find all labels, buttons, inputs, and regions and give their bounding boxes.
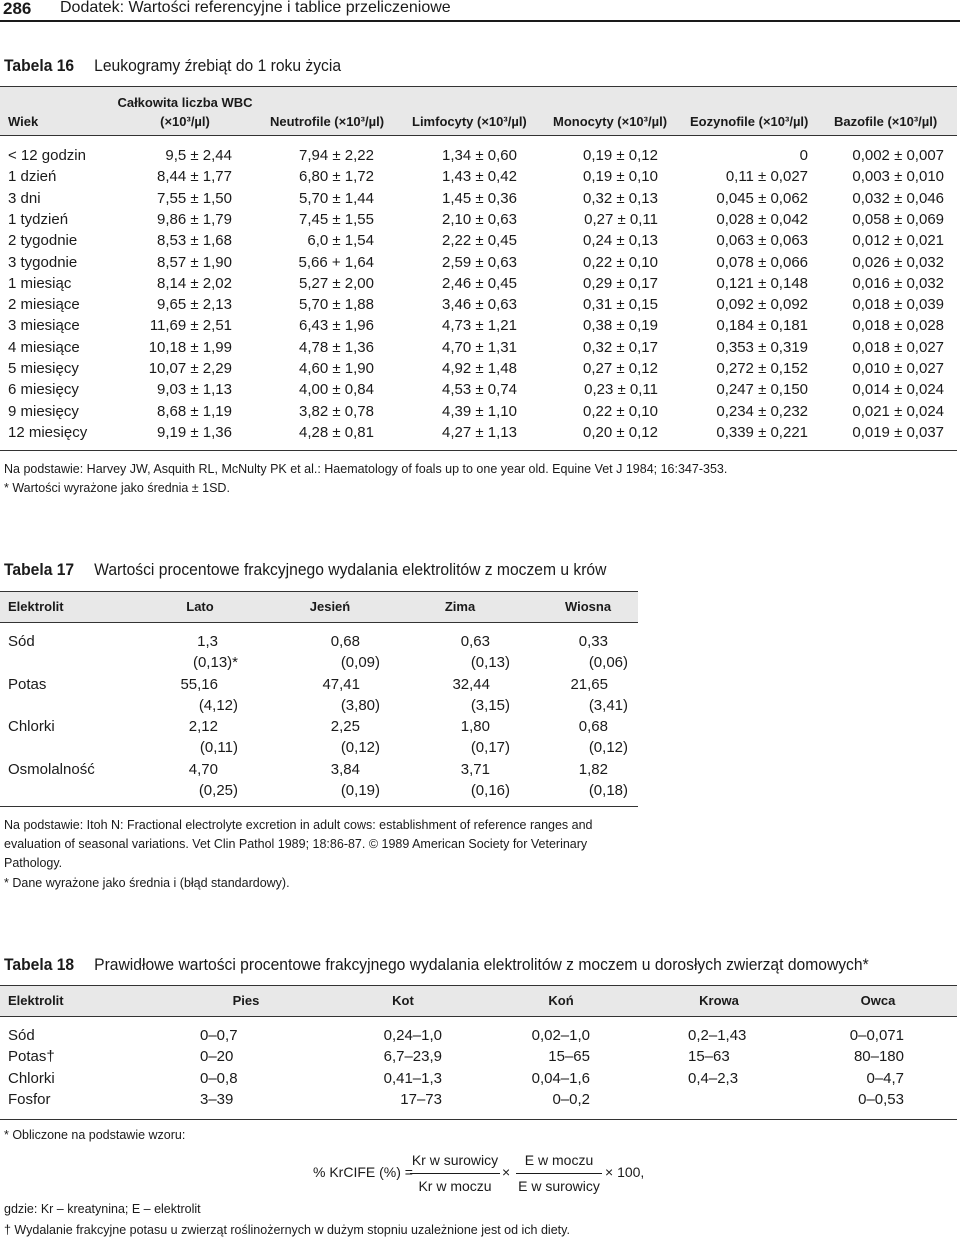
table-cell: 0,32 ± 0,13 [583, 189, 658, 207]
table-cell: 0,184 ± 0,181 [716, 317, 808, 335]
table-cell: 3–39 [200, 1090, 234, 1108]
table17-header-summer: Lato [186, 599, 214, 614]
table18-header-electrolyte: Elektrolit [8, 993, 64, 1008]
table-cell: 0,012 ± 0,021 [852, 232, 944, 250]
table-cell: 0–4,7 [866, 1069, 904, 1087]
table-cell-value: 32,44 [452, 675, 490, 693]
table-cell: 4,70 ± 1,31 [442, 338, 517, 356]
row-label: 1 dzień [8, 168, 57, 186]
table-cell: 0–0,7 [200, 1027, 238, 1044]
table16-bottom-rule [0, 450, 957, 451]
table-cell: 0,092 ± 0,092 [716, 296, 808, 314]
table-cell: 7,55 ± 1,50 [157, 189, 232, 207]
table-cell-value: 1,82 [578, 761, 608, 779]
row-label: Potas† [8, 1048, 55, 1066]
formula-intro: * Obliczone na podstawie wzoru: [4, 1128, 186, 1142]
row-label: 4 miesiące [8, 338, 80, 356]
table-cell: 1,45 ± 0,36 [442, 189, 517, 207]
table-cell-error: (0,12) [588, 739, 628, 757]
table-cell: 0,045 ± 0,062 [716, 189, 808, 207]
row-label: Sód [8, 1027, 35, 1044]
row-label: Sód [8, 633, 35, 650]
table-cell: 0,24–1,0 [383, 1027, 442, 1044]
table-cell-value: 4,70 [188, 761, 218, 779]
table-cell-error: (0,13)* [192, 654, 238, 671]
formula-lhs: % KrCIFE (%) = [313, 1164, 413, 1180]
table16-header-wbc: Całkowita liczba WBC [117, 95, 253, 110]
table-cell: 8,68 ± 1,19 [157, 402, 232, 420]
table-cell: 9,03 ± 1,13 [157, 381, 232, 399]
table-cell: 6,7–23,9 [383, 1048, 442, 1066]
table16-header-basophils: Bazofile (×10³/µl) [834, 114, 938, 129]
formula-numerator-1: Kr w surowicy [411, 1152, 499, 1168]
table-cell-error: (3,80) [340, 696, 380, 714]
table-cell: 0–20 [200, 1048, 234, 1066]
formula-numerator-2: E w moczu [524, 1152, 594, 1168]
table-cell: 0,014 ± 0,024 [852, 381, 944, 399]
formula-bar-2 [516, 1173, 602, 1174]
table-cell: 0,02–1,0 [531, 1027, 590, 1044]
table-cell: 0,31 ± 0,15 [583, 296, 658, 314]
row-label: 3 tygodnie [8, 253, 78, 271]
table-cell: 9,86 ± 1,79 [157, 210, 232, 228]
table-cell: 5,66 + 1,64 [298, 253, 374, 271]
table-cell-error: (3,41) [588, 696, 628, 714]
table-cell: 2,10 ± 0,63 [442, 210, 517, 228]
table17-header-spring: Wiosna [564, 599, 612, 614]
table-cell: 17–73 [400, 1090, 442, 1108]
table-cell: 0,010 ± 0,027 [852, 360, 944, 377]
header-rule [0, 20, 960, 22]
table-cell: 0,04–1,6 [531, 1069, 590, 1087]
table-cell: 15–65 [548, 1048, 590, 1066]
table-cell: 15–63 [688, 1048, 730, 1066]
table-cell: 0,27 ± 0,12 [583, 360, 658, 377]
table-cell: 6,80 ± 1,72 [299, 168, 374, 186]
row-label: < 12 godzin [8, 147, 86, 164]
table-cell: 4,73 ± 1,21 [442, 317, 517, 335]
table16-title: Leukogramy źrebiąt do 1 roku życia [94, 56, 342, 75]
table16-header-age: Wiek [8, 114, 39, 129]
table-cell: 5,27 ± 2,00 [299, 274, 374, 292]
table-cell: 4,92 ± 1,48 [442, 360, 517, 377]
table-cell: 0,019 ± 0,037 [852, 423, 944, 441]
table-cell: 0,003 ± 0,010 [852, 168, 944, 186]
table-cell-error: (0,09) [340, 654, 380, 671]
table-cell: 0,018 ± 0,027 [852, 338, 944, 356]
table-cell: 4,27 ± 1,13 [442, 423, 517, 441]
table-cell-error: (0,06) [588, 654, 628, 671]
table-cell: 0,339 ± 0,221 [716, 423, 808, 441]
table-cell: 4,60 ± 1,90 [299, 360, 374, 377]
table-cell: 0,058 ± 0,069 [852, 210, 944, 228]
table-cell: 4,39 ± 1,10 [442, 402, 517, 420]
table-cell: 0,234 ± 0,232 [716, 402, 808, 420]
table18-header-dog: Pies [232, 993, 260, 1008]
table-cell-value: 3,71 [460, 761, 490, 779]
table-cell-value: 0,63 [460, 633, 490, 650]
table-cell: 0,29 ± 0,17 [583, 274, 658, 292]
table-cell: 0,41–1,3 [383, 1069, 442, 1087]
table-cell: 0,27 ± 0,11 [584, 210, 658, 228]
table-cell-error: (0,25) [198, 782, 238, 800]
running-title: Dodatek: Wartości referencyjne i tablice przeliczeniowe [60, 0, 451, 16]
table-cell-error: (0,12) [340, 739, 380, 757]
table-cell-value: 55,16 [180, 675, 218, 693]
formula-times-2: × 100, [605, 1164, 645, 1180]
table-cell: 4,53 ± 0,74 [442, 381, 517, 399]
table-cell: 0–0,2 [552, 1090, 590, 1108]
table-cell: 0,016 ± 0,032 [852, 274, 944, 292]
table-cell: 0,22 ± 0,10 [583, 253, 658, 271]
row-label: Chlorki [8, 1069, 55, 1087]
table-cell: 5,70 ± 1,44 [299, 189, 374, 207]
row-label: 6 miesięcy [8, 381, 79, 399]
table-cell: 2,22 ± 0,45 [442, 232, 517, 250]
table-cell: 0,002 ± 0,007 [852, 147, 944, 164]
table16-header-monocytes: Monocyty (×10³/µl) [553, 114, 668, 129]
table18-title: Prawidłowe wartości procentowe frakcyjnego wydalania elektrolitów z moczem u dorosłych zwierząt domowych* [94, 955, 869, 974]
table-cell-value: 2,25 [330, 718, 360, 736]
table-cell: 0,11 ± 0,027 [725, 168, 808, 186]
formula-denominator-1: Kr w moczu [418, 1178, 492, 1194]
table-cell-value: 0,68 [578, 718, 608, 736]
table-cell-value: 1,3 [197, 633, 218, 650]
table18-bottom-rule [0, 1119, 957, 1120]
row-label: 2 tygodnie [8, 232, 78, 250]
table-cell-value: 0,33 [578, 633, 608, 650]
table-cell-error: (0,19) [340, 782, 380, 800]
table-cell: 0,38 ± 0,19 [583, 317, 658, 335]
table-cell: 0,063 ± 0,063 [716, 232, 808, 250]
table-cell-error: (0,13) [470, 654, 510, 671]
table-cell: 0,018 ± 0,039 [852, 296, 944, 314]
formula-times-1: × [502, 1164, 511, 1180]
row-label: Potas [8, 675, 47, 693]
row-label: 1 miesiąc [8, 274, 72, 292]
table-cell: 0,24 ± 0,13 [583, 232, 658, 250]
table-cell-error: (3,15) [470, 696, 510, 714]
table-cell: 0,121 ± 0,148 [716, 274, 808, 292]
table-cell: 0,4–2,3 [688, 1069, 739, 1087]
table-cell: 9,5 ± 2,44 [165, 147, 232, 164]
table-cell: 8,44 ± 1,77 [157, 168, 232, 186]
table-cell-error: (0,17) [470, 739, 510, 757]
table16-label: Tabela 16 [4, 56, 75, 75]
table-cell: 0,078 ± 0,066 [716, 253, 808, 271]
table-cell: 0,19 ± 0,10 [583, 168, 658, 186]
table-cell-value: 1,80 [460, 718, 490, 736]
table-cell: 0–0,071 [849, 1027, 904, 1044]
table-cell: 0,028 ± 0,042 [716, 210, 808, 228]
table-cell-value: 47,41 [322, 675, 360, 693]
page-number: 286 [3, 0, 32, 18]
table16-header-lymphocytes: Limfocyty (×10³/µl) [412, 114, 527, 129]
table-cell: 10,07 ± 2,29 [148, 360, 232, 377]
table-cell: 0,22 ± 0,10 [583, 402, 658, 420]
table17-label: Tabela 17 [4, 560, 75, 579]
table18-label: Tabela 18 [4, 955, 75, 974]
table18-footnote: † Wydalanie frakcyjne potasu u zwierząt roślinożernych w dużym stopniu uzależnione jest od ich diety. [4, 1223, 570, 1237]
table18-header-horse: Koń [548, 993, 574, 1008]
page-header [0, 0, 960, 20]
table-cell: 8,14 ± 2,02 [157, 274, 232, 292]
formula-bar-1 [410, 1173, 500, 1174]
table-cell: 0,32 ± 0,17 [583, 338, 658, 356]
table-cell: 6,43 ± 1,96 [299, 317, 374, 335]
table-cell: 2,59 ± 0,63 [442, 253, 517, 271]
table17-bottom-rule [0, 806, 638, 807]
table16-header-neutrophils: Neutrofile (×10³/µl) [270, 114, 385, 129]
table-cell: 0,018 ± 0,028 [852, 317, 944, 335]
table17-header-winter: Zima [444, 599, 476, 614]
table-cell: 0,23 ± 0,11 [584, 381, 658, 399]
row-label: Fosfor [8, 1090, 51, 1108]
table-cell: 0,021 ± 0,024 [852, 402, 944, 420]
table-cell: 5,70 ± 1,88 [299, 296, 374, 314]
row-label: 3 dni [8, 189, 41, 207]
table-cell: 10,18 ± 1,99 [148, 338, 232, 356]
row-label: 5 miesięcy [8, 360, 79, 377]
table-cell: 0–0,8 [200, 1069, 238, 1087]
table-cell: 1,34 ± 0,60 [442, 147, 517, 164]
table-cell: 3,46 ± 0,63 [442, 296, 517, 314]
table-cell: 0,19 ± 0,12 [583, 147, 658, 164]
table-cell-value: 0,68 [330, 633, 360, 650]
formula-denominator-2: E w surowicy [518, 1178, 600, 1194]
row-label: Osmolalność [8, 761, 95, 779]
table-cell: 9,19 ± 1,36 [157, 423, 232, 441]
table-cell: 6,0 ± 1,54 [307, 232, 374, 250]
row-label: 9 miesięcy [8, 402, 79, 420]
table17-footnote: * Dane wyrażone jako średnia i (błąd standardowy). [4, 876, 290, 890]
table-cell: 0,2–1,43 [688, 1027, 747, 1044]
table-cell: 9,65 ± 2,13 [157, 296, 232, 314]
table-cell: 8,57 ± 1,90 [157, 253, 232, 271]
table16-header-eosinophils: Eozynofile (×10³/µl) [690, 114, 809, 129]
table-cell-error: (0,16) [470, 782, 510, 800]
table-cell: 2,46 ± 0,45 [442, 274, 517, 292]
row-label: 12 miesięcy [8, 423, 88, 441]
table18-header-cow: Krowa [699, 993, 739, 1008]
row-label: 2 miesiące [8, 296, 80, 314]
table17-title: Wartości procentowe frakcyjnego wydalania elektrolitów z moczem u krów [94, 560, 607, 579]
table-cell: 0,20 ± 0,12 [583, 423, 658, 441]
table-cell-error: (4,12) [198, 696, 238, 714]
table-cell: 0,353 ± 0,319 [716, 338, 808, 356]
table-cell: 7,45 ± 1,55 [299, 210, 374, 228]
table-cell: 0,026 ± 0,032 [852, 253, 944, 271]
table-cell: 4,00 ± 0,84 [299, 381, 374, 399]
table-cell: 4,28 ± 0,81 [299, 423, 374, 441]
table-cell: 7,94 ± 2,22 [299, 147, 374, 164]
table16-header-wbc-unit: (×10³/µl) [160, 114, 210, 129]
table-cell-value: 21,65 [570, 675, 608, 693]
table-cell: 1,43 ± 0,42 [442, 168, 517, 186]
table-cell: 4,78 ± 1,36 [299, 338, 374, 356]
table18-header-cat: Kot [392, 993, 414, 1008]
formula-legend: gdzie: Kr – kreatynina; E – elektrolit [4, 1202, 201, 1216]
table-cell: 3,82 ± 0,78 [299, 402, 374, 420]
table-cell: 0,032 ± 0,046 [852, 189, 944, 207]
table-cell: 0,247 ± 0,150 [716, 381, 808, 399]
table-cell-error: (0,18) [588, 782, 628, 800]
table-cell-value: 2,12 [188, 718, 218, 736]
table17-header-autumn: Jesień [309, 599, 351, 614]
table-cell: 11,69 ± 2,51 [149, 317, 232, 335]
table-cell: 8,53 ± 1,68 [157, 232, 232, 250]
table-cell: 0 [799, 147, 808, 164]
table-cell: 0–0,53 [858, 1090, 904, 1108]
table-cell-error: (0,11) [199, 739, 238, 757]
table16-source-note: Na podstawie: Harvey JW, Asquith RL, McNulty PK et al.: Haematology of foals up to one year old. Equine Vet J 1984; 16:347-353. [4, 462, 728, 476]
row-label: Chlorki [8, 718, 55, 736]
table17-source-note: Na podstawie: Itoh N: Fractional electrolyte excretion in adult cows: establishment of reference ranges and evaluation of seasonal variations. Vet Clin Pathol 1989; 18:86-87. © 1989 American Society for Veterinary Pathology. [4, 818, 593, 870]
row-label: 1 tydzień [8, 210, 69, 228]
table17-header-electrolyte: Elektrolit [8, 599, 64, 614]
table-cell: 80–180 [853, 1048, 904, 1066]
row-label: 3 miesiące [8, 317, 80, 335]
table-cell-value: 3,84 [330, 761, 360, 779]
table18-header-band [0, 985, 957, 1017]
table-cell: 0,272 ± 0,152 [716, 360, 808, 377]
table16-footnote: * Wartości wyrażone jako średnia ± 1SD. [4, 481, 230, 495]
table18-header-sheep: Owca [860, 993, 896, 1008]
